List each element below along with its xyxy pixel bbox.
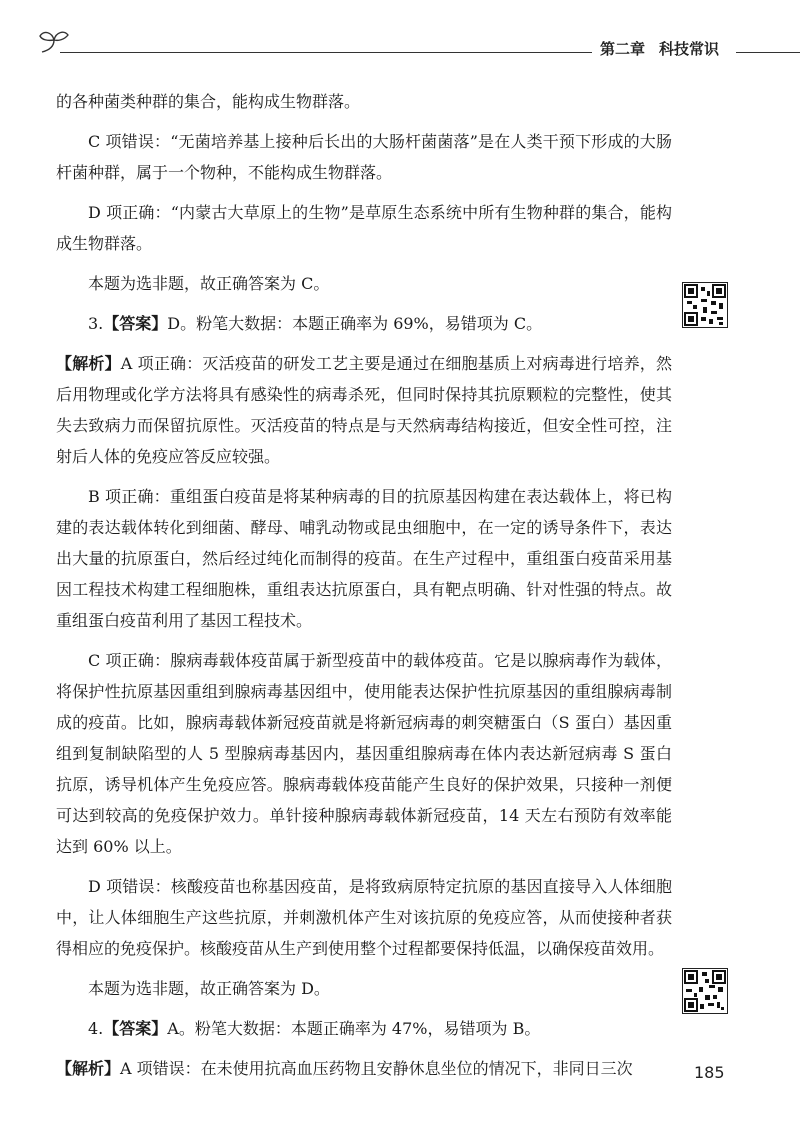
paragraph: C 项正确：腺病毒载体疫苗属于新型疫苗中的载体疫苗。它是以腺病毒作为载体，将保护性抗原基因重组到腺病毒基因组中，使用能表达保护性抗原基因的重组腺病毒制成的疫苗。比如，腺病毒载体新冠疫苗就是将新冠病毒的刺突糖蛋白（S 蛋白）基因重组到复制缺陷型的人 5 型腺病毒基因内，基因重组腺病毒在体内表达新冠病毒 S 蛋白抗原，诱导机体产生免疫应答。腺病毒载体疫苗能产生良好的保护效果，只接种一剂便可达到较高的免疫保护效力。单针接种腺病毒载体新冠疫苗，14 天左右预防有效率能达到 60% 以上。	[56, 651, 672, 856]
page-number: 185	[694, 1063, 725, 1082]
paragraph: 本题为选非题，故正确答案为 C。	[88, 274, 330, 293]
paragraph: B 项正确：重组蛋白疫苗是将某种病毒的目的抗原基因构建在表达载体上，将已构建的表达载体转化到细菌、酵母、哺乳动物或昆虫细胞中，在一定的诱导条件下，表达出大量的抗原蛋白，然后经过纯化而制得的疫苗。在生产过程中，重组蛋白疫苗采用基因工程技术构建工程细胞株，重组表达抗原蛋白，具有靶点明确、针对性强的特点。故重组蛋白疫苗利用了基因工程技术。	[56, 487, 672, 630]
analysis-paragraph: 【解析】A 项正确：灭活疫苗的研发工艺主要是通过在细胞基质上对病毒进行培养，然后用物理或化学方法将具有感染性的病毒杀死，但同时保持其抗原颗粒的完整性，使其失去致病力而保留抗原性。灭活疫苗的特点是与天然病毒结构接近，但安全性可控，注射后人体的免疫应答反应较强。	[56, 354, 672, 466]
section-marker: 【答案】	[103, 314, 168, 333]
section-marker: 【答案】	[103, 1019, 168, 1038]
paragraph: 本题为选非题，故正确答案为 D。	[88, 979, 330, 998]
paragraph: C 项错误：“无菌培养基上接种后长出的大肠杆菌菌落”是在人类干预下形成的大肠杆菌种群，属于一个物种，不能构成生物群落。	[56, 132, 672, 182]
paragraph: D 项正确：“内蒙古大草原上的生物”是草原生态系统中所有生物种群的集合，能构成生物群落。	[56, 203, 672, 253]
header-rule	[60, 52, 592, 53]
answer-explanation-body	[56, 86, 672, 1093]
paragraph: 的各种菌类种群的集合，能构成生物群落。	[56, 92, 361, 111]
header-rule-tail	[736, 52, 800, 53]
section-label: 科技常识	[659, 40, 720, 58]
page-header	[36, 28, 800, 68]
answer-line: 4.【答案】A。粉笔大数据：本题正确率为 47%，易错项为 B。	[88, 1019, 541, 1038]
leaf-sprout-icon	[36, 28, 76, 60]
qr-code-icon[interactable]	[682, 968, 728, 1014]
qr-code-icon[interactable]	[682, 282, 728, 328]
chapter-label: 第二章	[600, 40, 646, 58]
paragraph: D 项错误：核酸疫苗也称基因疫苗，是将致病原特定抗原的基因直接导入人体细胞中，让人体细胞生产这些抗原，并刺激机体产生对该抗原的免疫应答，从而使接种者获得相应的免疫保护。核酸疫苗从生产到使用整个过程都要保持低温，以确保疫苗效用。	[56, 877, 672, 958]
answer-line: 3.【答案】D。粉笔大数据：本题正确率为 69%，易错项为 C。	[88, 314, 543, 333]
chapter-heading	[600, 38, 719, 59]
analysis-paragraph: 【解析】A 项错误：在未使用抗高血压药物且安静休息坐位的情况下，非同日三次	[56, 1059, 633, 1078]
section-marker: 【解析】	[56, 1059, 121, 1078]
section-marker: 【解析】	[56, 354, 121, 373]
